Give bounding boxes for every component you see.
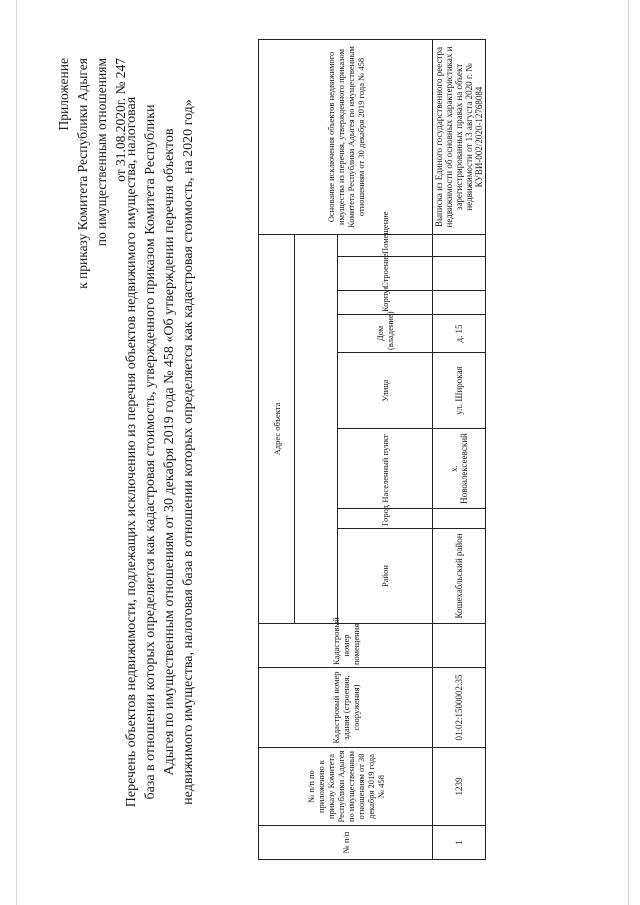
cell-basis: Выписка из Единого государственного реестра недвижимости об основных характеристиках и зарегистрированных правах на объект недвижимости от 13 августа 2020 г. № КУВИ-002/2020-12768084 [433,40,486,235]
appendix-line: от 31.08.2020г. № 247 [113,58,128,182]
cell-house: д. 15 [433,315,486,353]
header-cadastral-building: Кадастровый номер здания (строения, сооружения) [259,668,433,748]
scan-edge-right [628,0,629,905]
header-street: Улица [338,353,433,429]
appendix-line: к приказу Комитета Республики Адыгея [75,58,90,289]
title-line: Перечень объектов недвижимости, подлежащих исключению из перечня объектов недвижимого имущества, налоговая [124,96,139,808]
header-korpus: Корпус [338,291,433,315]
appendix-line: по имущественным отношениям [94,58,109,247]
cell-room [433,235,486,257]
appendix-block [54,58,130,289]
title-line: недвижимого имущества, налоговая база в отношении которых определяется как кадастровая стоимость, на 2020 год» [181,99,196,805]
header-basis: Основание исключения объектов недвижимого имущества из перечня, утвержденного приказом Комитета Республики Адыгея по имущественным отношениям от 30 декабря 2019 года № 458 [259,40,433,235]
table-row [433,40,486,860]
header-address-spacer [295,235,338,624]
header-house: Дом (владение) [338,315,433,353]
cell-num: 1 [433,826,486,860]
header-num-in-order: № п/п по приложению к приказу Комитета Республики Адыгея по имущественным отношениям от 30 декабря 2019 года № 458 [259,748,433,826]
cell-city [433,509,486,529]
objects-table [258,39,486,860]
header-address: Адрес объекта [259,235,295,624]
header-room: Помещение [338,235,433,257]
header-cadastral-room: Кадастровый номер помещения [259,624,433,668]
title-line: Адыгея по имущественным отношениям от 30 декабря 2019 года № 458 «Об утверждении перечня объектов [162,128,177,776]
appendix-line: Приложение [56,58,71,131]
cell-building [433,257,486,291]
cell-street: ул. Широкая [433,353,486,429]
header-building: Строение [338,257,433,291]
cell-cadastral-building: 01:02:1500002:35 [433,668,486,748]
document-title [122,46,198,858]
title-line: база в отношении которых определяется как кадастровая стоимость, утвержденного приказом Комитета Республики [143,104,158,800]
header-settlement: Населенный пункт [338,429,433,509]
header-num: № п/п [259,826,433,860]
cell-settlement: х. Новоалексеевский [433,429,486,509]
rotated-content [40,22,600,882]
cell-district: Кошехабльский район [433,529,486,624]
header-district: Район [338,529,433,624]
cell-korpus [433,291,486,315]
cell-num-in-order: 1239 [433,748,486,826]
scan-edge-left [16,0,17,905]
cell-cadastral-room [433,624,486,668]
header-city: Город [338,509,433,529]
